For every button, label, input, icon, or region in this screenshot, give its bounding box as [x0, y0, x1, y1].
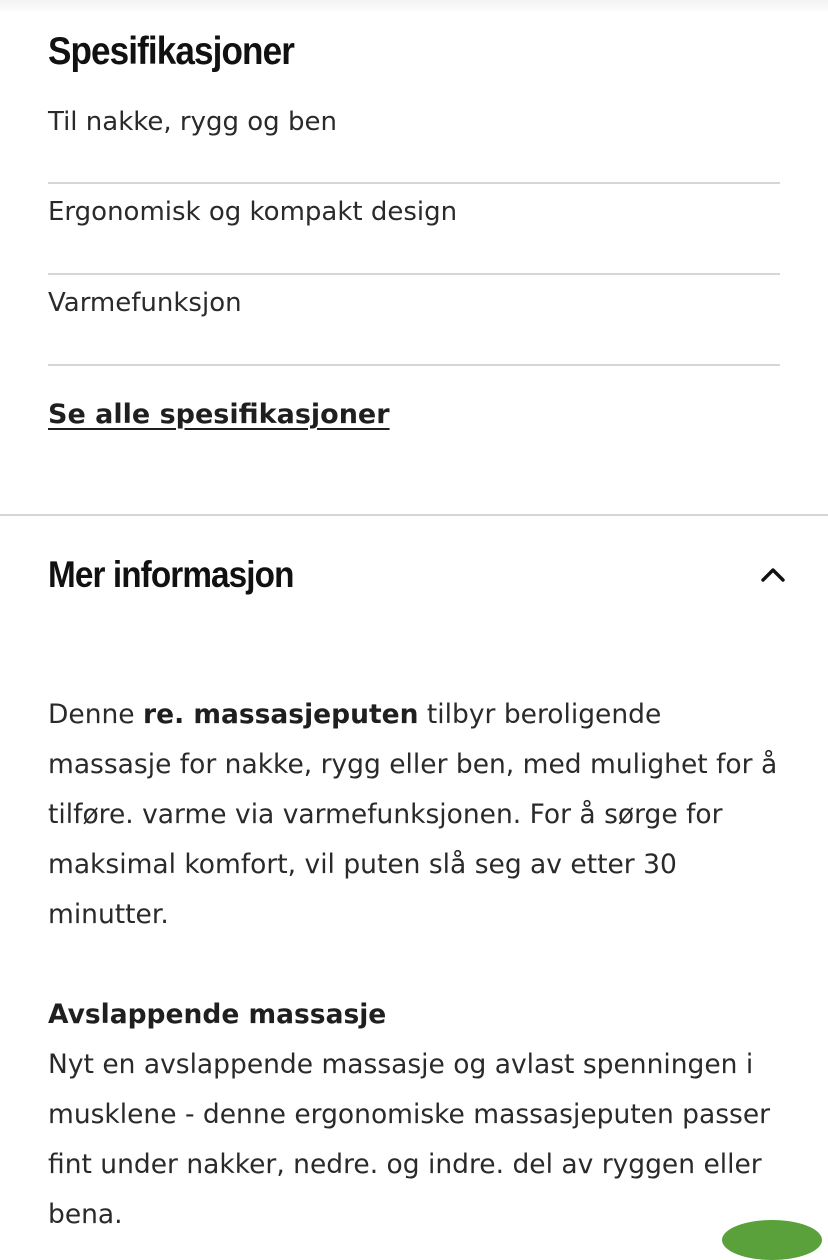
- relaxing-massage-text: Nyt en avslappende massasje og avlast spenningen i musklene - denne ergonomiske massasjeputen passer fint under nakker, nedre. og indre. del av ryggen eller bena.: [48, 1049, 771, 1230]
- chat-bubble-button[interactable]: [722, 1220, 822, 1260]
- section-divider: [0, 514, 828, 516]
- paragraph-spacer: [48, 940, 788, 990]
- spec-item: [48, 184, 780, 275]
- intro-paragraph: [48, 690, 788, 940]
- spec-item: [48, 94, 780, 184]
- product-name-bold: re. massasjeputen: [143, 699, 419, 730]
- more-info-heading: Mer informasjon: [48, 554, 294, 595]
- more-info-accordion-header[interactable]: [48, 550, 780, 600]
- specifications-section: [48, 30, 780, 430]
- intro-text-start: Denne: [48, 699, 144, 730]
- chevron-up-icon[interactable]: [760, 566, 778, 584]
- top-edge-shadow: [0, 0, 828, 14]
- relaxing-massage-heading: Avslappende massasje: [48, 999, 387, 1030]
- spec-item: [48, 275, 780, 366]
- specifications-heading: Spesifikasjoner: [48, 30, 294, 73]
- see-all-specifications-link[interactable]: Se alle spesifikasjoner: [48, 399, 390, 430]
- spec-item-label: Ergonomisk og kompakt design: [48, 197, 458, 227]
- specifications-list: [48, 94, 780, 366]
- spec-item-label: Varmefunksjon: [48, 288, 242, 318]
- spec-item-label: Til nakke, rygg og ben: [48, 107, 337, 137]
- intro-text-rest: tilbyr beroligende massasje for nakke, rygg eller ben, med mulighet for å tilføre. varme via varmefunksjonen. For å sørge for maksimal komfort, vil puten slå seg av etter 30 minutter.: [48, 699, 778, 930]
- more-info-content: [48, 690, 788, 1240]
